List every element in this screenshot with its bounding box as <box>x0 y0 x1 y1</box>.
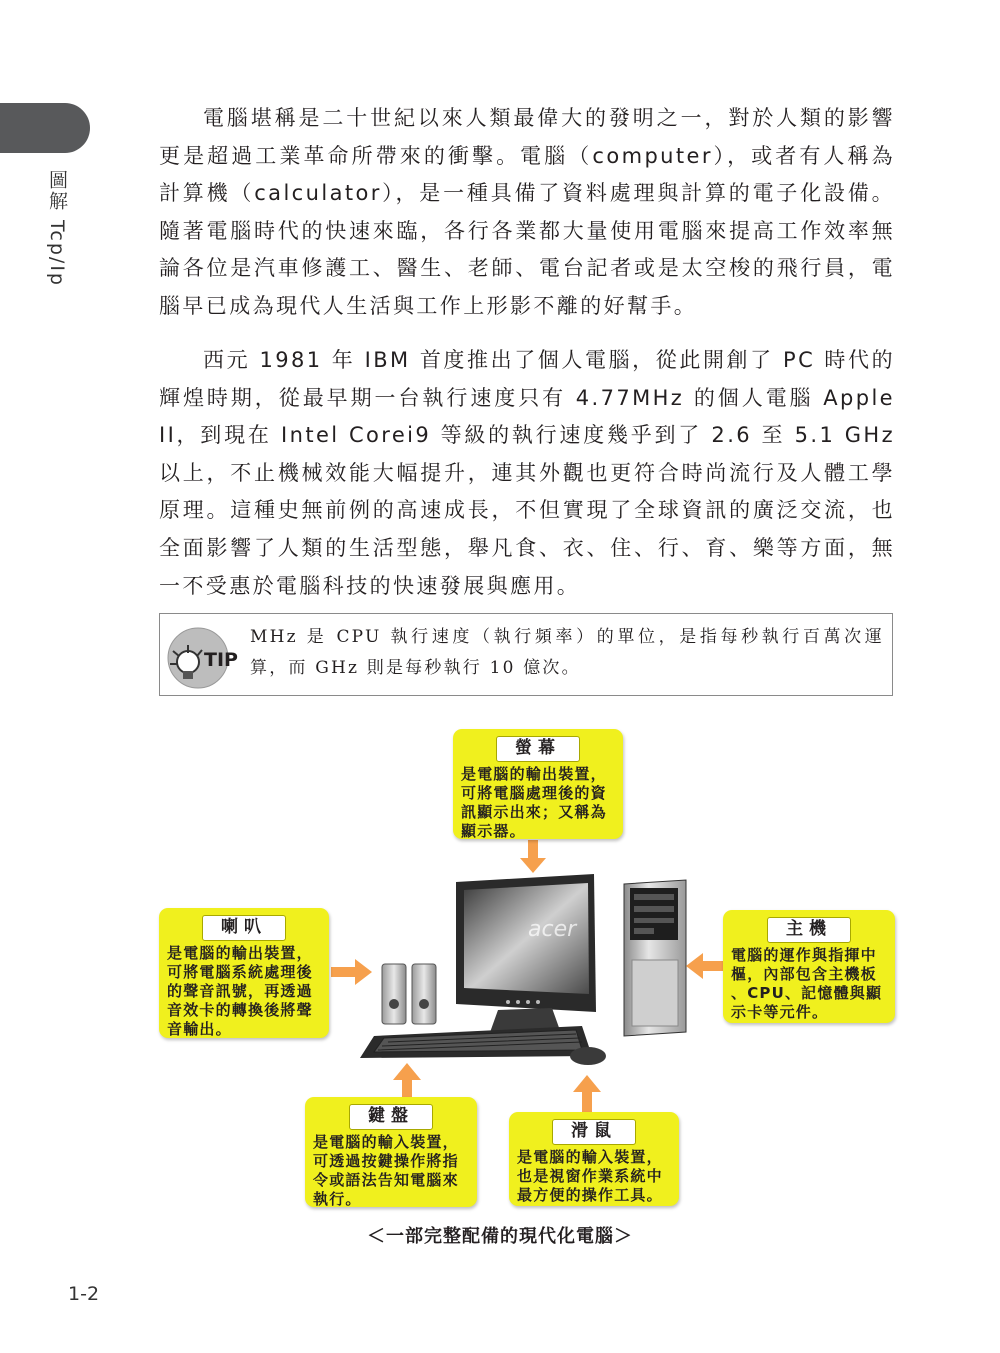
callout-desc: 電腦的運作與指揮中 樞，內部包含主機板 、CPU、記憶體與顯 示卡等元件。 <box>731 946 883 1021</box>
page-number: 1-2 <box>68 1283 100 1305</box>
arrow-left-icon <box>686 952 726 980</box>
tip-label: TIP <box>204 649 238 671</box>
callout-tower <box>723 910 895 1023</box>
callout-monitor <box>453 729 623 839</box>
mouse-unit <box>570 1047 606 1065</box>
callout-keyboard <box>305 1097 477 1207</box>
arrow-right-icon <box>331 958 373 986</box>
callout-title: 螢幕 <box>496 736 580 762</box>
screen-brand-text: acer <box>528 917 577 942</box>
callout-title: 鍵盤 <box>349 1104 433 1130</box>
body-paragraph-2: 西元 1981 年 IBM 首度推出了個人電腦，從此開創了 PC 時代的輝煌時期，從最早期一台執行速度只有 4.77MHz 的個人電腦 Apple II，到現在 Intel Corei9 等級的執行速度幾乎到了 2.6 至 5.1 GHz 以上，不止機械效能大幅提升，連其外觀也更符合時尚流行及人體工學原理。這種史無前例的高速成長，不但實現了全球資訊的廣泛交流，也全面影響了人類的生活型態，舉凡食、衣、住、行、育、樂等方面，無一不受惠於電腦科技的快速發展與應用。 <box>159 348 895 598</box>
tip-text: MHz 是 CPU 執行速度（執行頻率）的單位，是指每秒執行百萬次運算，而 GHz 則是每秒執行 10 億次。 <box>250 627 884 678</box>
speakers <box>382 964 436 1024</box>
callout-title: 主機 <box>767 917 851 943</box>
tip-box <box>159 613 893 696</box>
chapter-tab <box>0 103 90 153</box>
callout-desc: 是電腦的輸出裝置， 可將電腦處理後的資 訊顯示出來；又稱為 顯示器。 <box>461 765 607 840</box>
book-title: 圖解 Tcp/Ip <box>46 170 68 287</box>
arrow-up-icon <box>392 1062 422 1098</box>
callout-title: 滑鼠 <box>552 1119 636 1145</box>
keyboard-unit <box>360 1026 592 1058</box>
body-paragraph-1: 電腦堪稱是二十世紀以來人類最偉大的發明之一，對於人類的影響更是超過工業革命所帶來的衝擊。電腦（computer），或者有人稱為計算機（calculator），是一種具備了資料處理與計算的電子化設備。隨著電腦時代的快速來臨，各行各業都大量使用電腦來提高工作效率無論各位是汽車修護工、醫生、老師、電台記者或是太空梭的飛行員，電腦早已成為現代人生活與工作上形影不離的好幫手。 <box>159 106 895 318</box>
tower-unit <box>624 880 686 1036</box>
callout-title: 喇叭 <box>202 915 286 941</box>
arrow-down-icon <box>519 840 547 874</box>
lightbulb-tip-icon <box>166 620 242 694</box>
callout-speaker <box>159 908 329 1038</box>
arrow-up-icon <box>572 1074 602 1112</box>
callout-desc: 是電腦的輸出裝置， 可將電腦系統處理後 的聲音訊號，再透過 音效卡的轉換後將聲 音輸出。 <box>167 944 313 1038</box>
computer-illustration <box>348 864 708 1074</box>
callout-desc: 是電腦的輸入裝置， 可透過按鍵操作將指 令或語法告知電腦來 執行。 <box>313 1133 459 1208</box>
callout-mouse <box>509 1112 679 1206</box>
monitor-unit <box>456 874 596 1038</box>
callout-desc: 是電腦的輸入裝置， 也是視窗作業系統中 最方便的操作工具。 <box>517 1148 663 1204</box>
figure-caption: ＜一部完整配備的現代化電腦＞ <box>367 1226 633 1247</box>
